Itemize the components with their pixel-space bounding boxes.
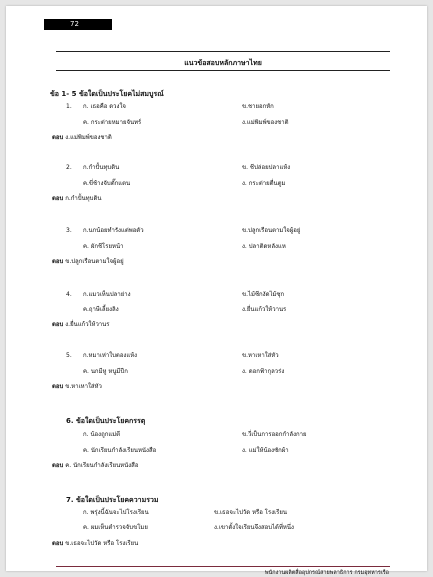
answer-line xyxy=(52,321,110,329)
section-heading: ข้อ 1- 5 ข้อใดเป็นประโยคไม่สมบูรณ์ xyxy=(50,90,164,98)
answer-line xyxy=(52,540,138,548)
option-b: ข.ปลูกเรือนตามใจผู้อยู่ xyxy=(242,227,301,234)
option-d: ง. กระต่ายตื่นตูม xyxy=(242,180,286,187)
option-a: ก. เธอคือ ดวงใจ xyxy=(83,103,126,110)
option-c: ค.ฤาษีเลี้ยงลิง xyxy=(83,306,119,313)
option-d: ง.แม่พิมพ์ของชาติ xyxy=(242,119,289,126)
answer-text: ค. นักเรียนกำลังเรียนหนังสือ xyxy=(65,462,139,469)
answer-label: ตอบ xyxy=(52,195,64,202)
option-a: ก.หมาเห่าใบตองแห้ง xyxy=(83,352,138,359)
option-c: ค. ผมเห็นตำรวจจับขโมย xyxy=(83,524,148,531)
question-heading: 7. ข้อใดเป็นประโยคความรวม xyxy=(66,496,159,504)
answer-label: ตอบ xyxy=(52,540,64,547)
option-a: ก.กำปั้นทุบดิน xyxy=(83,164,120,171)
answer-text: ข.เธอจะไปวัด หรือ โรงเรียน xyxy=(65,540,139,547)
page-number-bar xyxy=(44,19,112,30)
option-a: ก. น้องถูกแม่ตี xyxy=(83,431,121,438)
option-c: ค. ผักชีโรยหน้า xyxy=(83,243,124,250)
page-footer: พนักงานผลิตสื่ออุปกรณ์สายพลาธิการ กรมอุทหารเรือ xyxy=(264,570,389,576)
option-c: ค.ขี่ช้างจับตั๊กแตน xyxy=(83,180,131,187)
option-d: ง. ดอกฟ้ากุลวร่ง xyxy=(242,368,285,375)
answer-label: ตอบ xyxy=(52,383,64,390)
question-number: 4. xyxy=(66,291,72,298)
answer-line xyxy=(52,383,102,391)
question-number: 2. xyxy=(66,164,72,171)
question-number: 3. xyxy=(66,227,72,234)
page-title: แนวข้อสอบหลักภาษาไทย xyxy=(184,59,262,67)
answer-line xyxy=(52,134,112,142)
title-top-rule xyxy=(56,51,390,52)
answer-label: ตอบ xyxy=(52,134,64,141)
document-page xyxy=(6,6,427,576)
answer-line xyxy=(52,462,138,470)
answer-text: ง.ยื่นแก้วให้วานร xyxy=(65,321,110,328)
answer-text: ข.หาเหาใส่หัว xyxy=(65,383,102,390)
option-b: ข.หาเหาใส่หัว xyxy=(242,352,279,359)
option-b: ข. ชีปล่อยปลาแห้ง xyxy=(242,164,291,171)
answer-label: ตอบ xyxy=(52,321,64,328)
option-d: ง.ยื่นแก้วให้วานร xyxy=(242,306,287,313)
question-heading: 6. ข้อใดเป็นประโยคกรรตุ xyxy=(66,417,146,425)
question-number: 1. xyxy=(66,103,72,110)
title-bottom-rule xyxy=(56,70,390,71)
answer-line xyxy=(52,258,124,266)
answer-label: ตอบ xyxy=(52,462,64,469)
option-b: ข.วี่เป็นการออกกำลังกาย xyxy=(242,431,307,438)
page-number: 72 xyxy=(70,20,79,28)
question-number: 5. xyxy=(66,352,72,359)
option-b: ข.เธอจะไปวัด หรือ โรงเรียน xyxy=(214,509,288,516)
option-c: ค. นกมีหู หนูมีปีก xyxy=(83,368,128,375)
option-d: ง. ปลาติดหลังแห xyxy=(242,243,286,250)
footer-rule xyxy=(56,566,390,567)
option-b: ข.ไม้ซีกงัดไม้ซุก xyxy=(242,291,285,298)
option-d: ง. แม่ให้น้องซักผ้า xyxy=(242,447,289,454)
option-c: ค. นักเรียนกำลังเรียนหนังสือ xyxy=(83,447,157,454)
option-d: ง.เขาตั้งใจเรียนจึงสอบได้ที่หนึ่ง xyxy=(214,524,294,531)
option-b: ข.ชายอกหัก xyxy=(242,103,274,110)
answer-line xyxy=(52,195,101,203)
answer-text: ก.กำปั้นทุบดิน xyxy=(65,195,102,202)
answer-label: ตอบ xyxy=(52,258,64,265)
option-a: ก. พรุ่งนี้ฉันจะไปโรงเรียน xyxy=(83,509,149,516)
answer-text: ง.แม่พิมพ์ของชาติ xyxy=(65,134,112,141)
option-a: ก.นกน้อยทำรังแต่พอตัว xyxy=(83,227,144,234)
answer-text: ข.ปลูกเรือนตามใจผู้อยู่ xyxy=(65,258,124,265)
option-c: ค. กระต่ายหมายจันทร์ xyxy=(83,119,142,126)
option-a: ก.แมวเห็นปลาย่าง xyxy=(83,291,131,298)
